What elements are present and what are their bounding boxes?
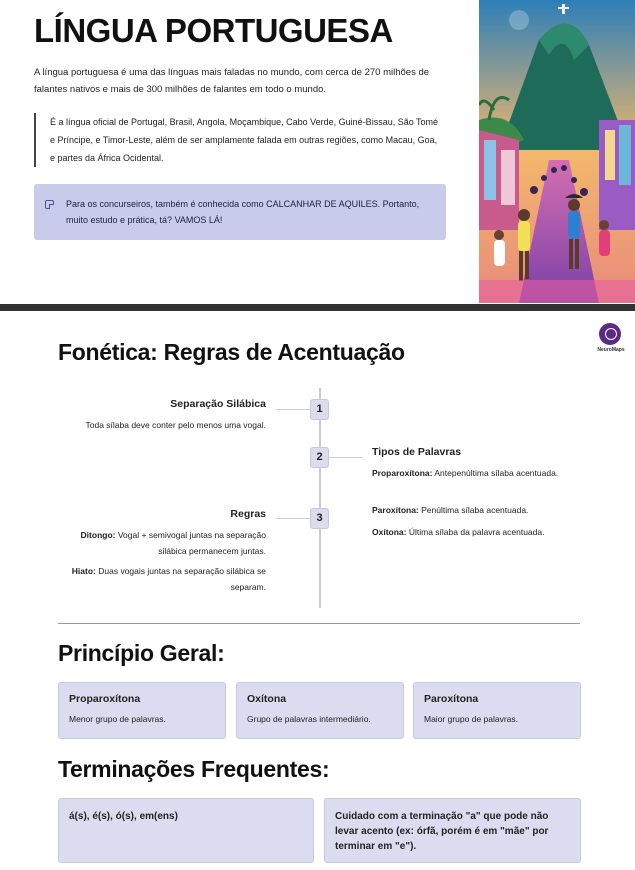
definition-item bbox=[80, 527, 266, 559]
rio-carnival-illustration bbox=[479, 0, 635, 303]
principle-card bbox=[58, 682, 226, 739]
logo-label: NeuroMaps bbox=[597, 347, 625, 353]
step-number: 1 bbox=[310, 399, 329, 420]
section-rule bbox=[58, 623, 580, 624]
timeline-line bbox=[319, 388, 321, 608]
principle-card bbox=[236, 682, 404, 739]
page-title: LÍNGUA PORTUGUESA bbox=[34, 12, 393, 49]
step-heading: Regras bbox=[230, 508, 266, 520]
timeline-connector bbox=[276, 409, 310, 410]
callout-box bbox=[34, 184, 446, 240]
definition-item bbox=[56, 563, 266, 595]
definition-term: Proparoxítona: bbox=[372, 468, 433, 478]
step-heading: Tipos de Palavras bbox=[372, 446, 462, 458]
neuromaps-logo bbox=[595, 323, 625, 357]
definition-term: Ditongo: bbox=[80, 530, 116, 540]
card-title: Paroxítona bbox=[424, 693, 479, 705]
card-title: Proparoxítona bbox=[69, 693, 141, 705]
card-desc: Grupo de palavras intermediário. bbox=[247, 714, 371, 724]
timeline-connector bbox=[276, 518, 310, 519]
note-icon bbox=[45, 200, 54, 209]
definition-item bbox=[372, 524, 582, 540]
ending-text: á(s), é(s), ó(s), em(ens) bbox=[69, 811, 178, 822]
definition-desc: Vogal + semivogal juntas na separação silábica permanecem juntas. bbox=[117, 530, 266, 556]
official-countries-quote: É a língua oficial de Portugal, Brasil, Angola, Moçambique, Cabo Verde, Guiné-Bissau, São Tomé e Príncipe, e Timor-Leste, além de ser amplamente falada em outras regiões, como Macau, Goa, e partes da África Ocidental. bbox=[34, 113, 444, 167]
step-number: 2 bbox=[310, 447, 329, 468]
fonetica-title: Fonética: Regras de Acentuação bbox=[58, 339, 405, 365]
ending-card bbox=[324, 798, 581, 863]
timeline-connector bbox=[329, 457, 363, 458]
definition-term: Oxítona: bbox=[372, 527, 407, 537]
section-divider-bar bbox=[0, 304, 635, 311]
definition-desc: Última sílaba da palavra acentuada. bbox=[408, 527, 545, 537]
card-desc: Maior grupo de palavras. bbox=[424, 714, 519, 724]
definition-desc: Antepenúltima sílaba acentuada. bbox=[434, 468, 559, 478]
card-title: Oxítona bbox=[247, 693, 287, 705]
definition-term: Paroxítona: bbox=[372, 505, 419, 515]
step-text: Toda sílaba deve conter pelo menos uma vogal. bbox=[85, 420, 266, 430]
step-heading: Separação Silábica bbox=[170, 398, 266, 410]
card-desc: Menor grupo de palavras. bbox=[69, 714, 166, 724]
callout-text: Para os concurseiros, também é conhecida como CALCANHAR DE AQUILES. Portanto, muito estudo e prática, tá? VAMOS LÁ! bbox=[66, 199, 420, 225]
intro-paragraph: A língua portuguesa é uma das línguas mais faladas no mundo, com cerca de 270 milhões de falantes nativos e mais de 300 milhões de falantes em todo o mundo. bbox=[34, 67, 430, 95]
definition-term: Hiato: bbox=[71, 566, 96, 576]
definition-item bbox=[372, 502, 572, 518]
ending-text: Cuidado com a terminação "a" que pode não levar acento (ex: órfã, porém é em "mãe" por terminar em "e"). bbox=[335, 811, 549, 852]
definition-item bbox=[372, 465, 562, 481]
brain-icon bbox=[599, 323, 621, 345]
step-number: 3 bbox=[310, 508, 329, 529]
principio-title: Princípio Geral: bbox=[58, 640, 225, 666]
terminacoes-title: Terminações Frequentes: bbox=[58, 756, 330, 782]
principle-card bbox=[413, 682, 581, 739]
definition-desc: Penúltima sílaba acentuada. bbox=[421, 505, 529, 515]
definition-desc: Duas vogais juntas na separação silábica se separam. bbox=[98, 566, 266, 592]
ending-card bbox=[58, 798, 314, 863]
